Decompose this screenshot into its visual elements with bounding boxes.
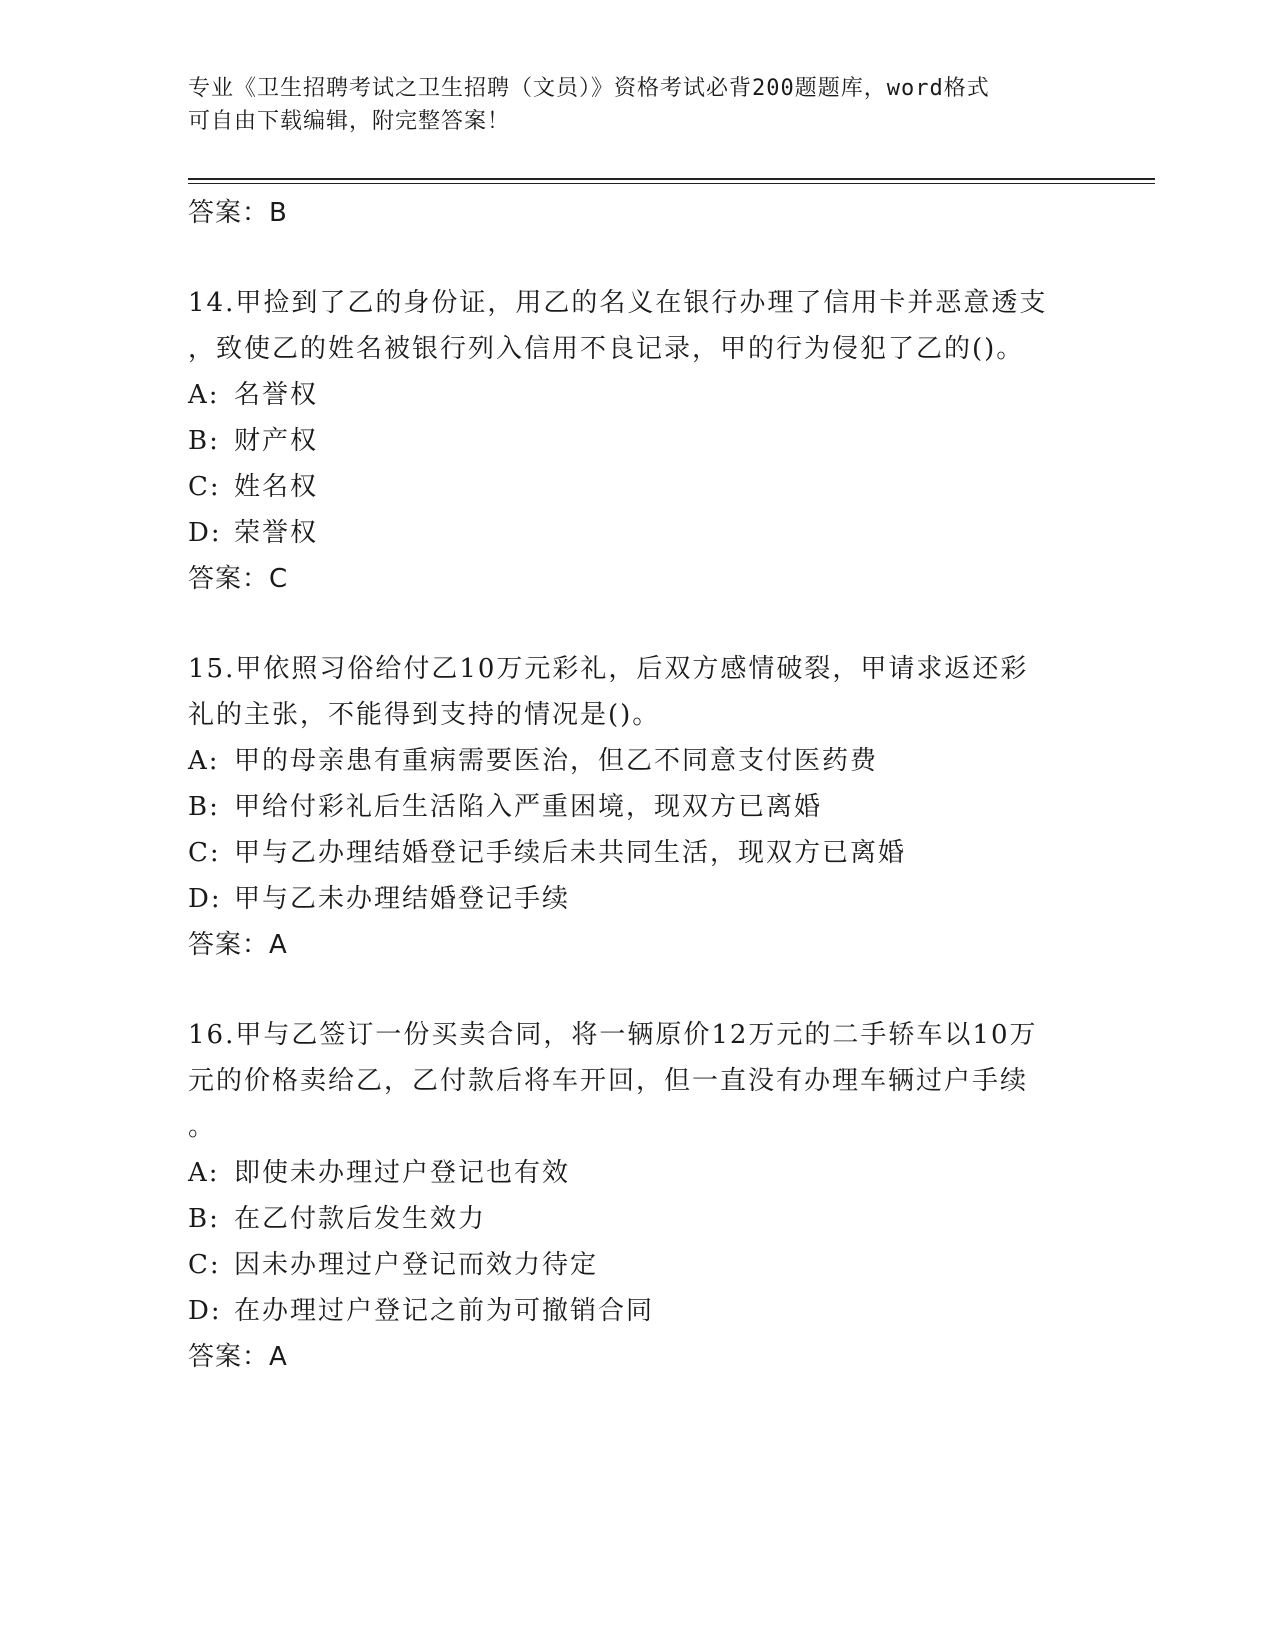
option-text: 甲给付彩礼后生活陷入严重困境，现双方已离婚 — [234, 792, 823, 822]
option-key: B: — [188, 426, 220, 456]
option-key: A: — [188, 380, 220, 410]
option-c — [188, 1242, 1088, 1288]
option-a — [188, 738, 1088, 784]
option-b — [188, 418, 1088, 464]
answer-line: 答案：C — [188, 564, 289, 594]
question-list — [188, 190, 1088, 1380]
option-key: A: — [188, 746, 220, 776]
question-text-line: 元的价格卖给乙，乙付款后将车开回，但一直没有办理车辆过户手续 — [188, 1066, 1029, 1096]
option-text: 荣誉权 — [234, 518, 319, 548]
option-text: 名誉权 — [234, 380, 319, 410]
question-text-line: 礼的主张，不能得到支持的情况是()。 — [188, 700, 661, 730]
option-b — [188, 1196, 1088, 1242]
option-text: 在办理过户登记之前为可撤销合同 — [234, 1296, 655, 1326]
option-text: 即使未办理过户登记也有效 — [234, 1158, 571, 1188]
document-header — [188, 72, 1088, 138]
option-key: C: — [188, 838, 221, 868]
question-text-line: 14.甲捡到了乙的身份证，用乙的名义在银行办理了信用卡并恶意透支 — [188, 288, 1048, 318]
option-key: D: — [188, 518, 222, 548]
option-b — [188, 784, 1088, 830]
option-c — [188, 830, 1088, 876]
option-a — [188, 372, 1088, 418]
question-16 — [188, 1012, 1088, 1380]
option-key: D: — [188, 1296, 222, 1326]
question-text-line: 16.甲与乙签订一份买卖合同，将一辆原价12万元的二手轿车以10万 — [188, 1020, 1038, 1050]
option-text: 财产权 — [234, 426, 319, 456]
question-14 — [188, 280, 1088, 602]
option-d — [188, 876, 1088, 922]
option-key: B: — [188, 1204, 220, 1234]
option-key: A: — [188, 1158, 220, 1188]
answer-line: 答案：A — [188, 930, 288, 960]
option-text: 因未办理过户登记而效力待定 — [234, 1250, 599, 1280]
question-text-line: 15.甲依照习俗给付乙10万元彩礼，后双方感情破裂，甲请求返还彩 — [188, 654, 1029, 684]
option-text: 甲与乙未办理结婚登记手续 — [234, 884, 571, 914]
option-d — [188, 1288, 1088, 1334]
option-c — [188, 464, 1088, 510]
option-key: C: — [188, 472, 221, 502]
question-text-line: 。 — [188, 1112, 217, 1142]
question-15 — [188, 646, 1088, 968]
header-line-1: 专业《卫生招聘考试之卫生招聘（文员）》资格考试必背200题题库，word格式 — [188, 76, 990, 101]
option-key: B: — [188, 792, 220, 822]
option-text: 甲与乙办理结婚登记手续后未共同生活，现双方已离婚 — [234, 838, 907, 868]
option-text: 甲的母亲患有重病需要医治，但乙不同意支付医药费 — [234, 746, 879, 776]
answer-line: 答案：B — [188, 198, 288, 228]
option-text: 在乙付款后发生效力 — [234, 1204, 487, 1234]
option-d — [188, 510, 1088, 556]
question-text-line: ，致使乙的姓名被银行列入信用不良记录，甲的行为侵犯了乙的()。 — [188, 334, 1025, 364]
header-divider-thick — [188, 178, 1155, 180]
header-line-2: 可自由下载编辑，附完整答案！ — [188, 109, 511, 134]
header-divider-thin — [188, 183, 1155, 184]
option-text: 姓名权 — [234, 472, 319, 502]
option-a — [188, 1150, 1088, 1196]
option-key: D: — [188, 884, 222, 914]
answer-line: 答案：A — [188, 1342, 288, 1372]
option-key: C: — [188, 1250, 221, 1280]
